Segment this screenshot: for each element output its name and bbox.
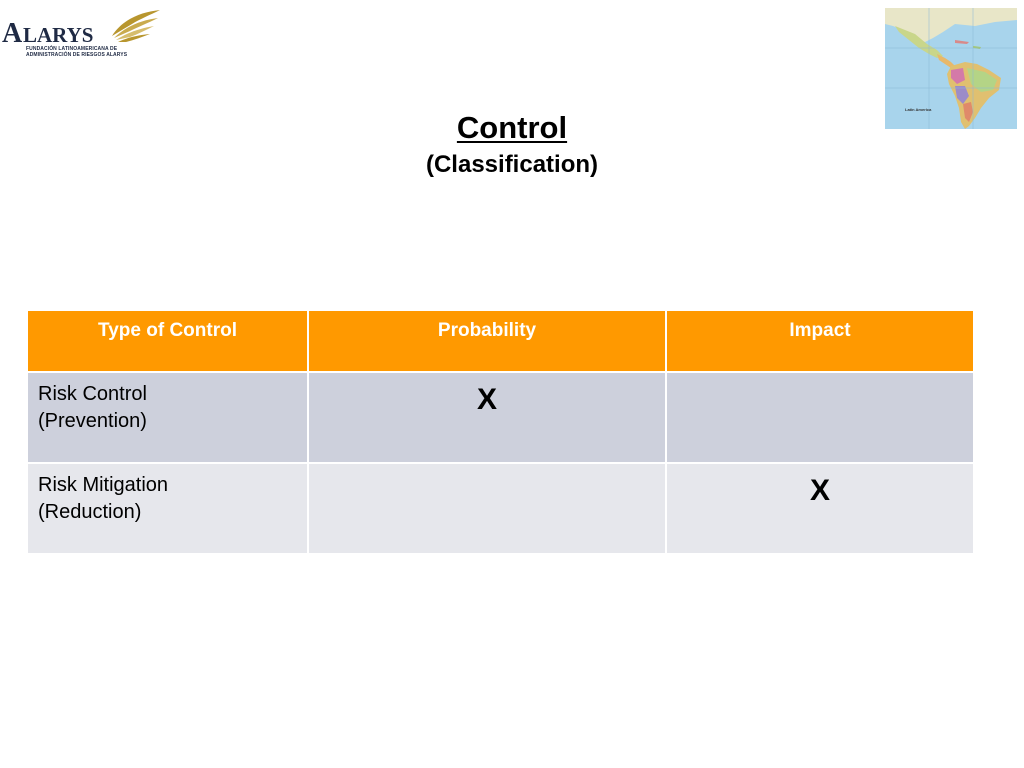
svg-text:LARYS: LARYS [23,23,94,46]
page-subtitle: (Classification) [425,151,599,178]
impact-cell [666,372,974,463]
table-header-row [27,310,974,372]
table-row [27,463,974,554]
column-header-type: Type of Control [27,310,308,372]
row-label-line2: (Reduction) [38,501,142,523]
column-header-probability: Probability [308,310,666,372]
svg-text:A: A [2,18,23,46]
row-label-line1: Risk Mitigation [38,474,169,496]
impact-cell: X [666,463,974,554]
alarys-logo [0,6,165,58]
control-classification-table [26,309,975,555]
probability-cell: X [308,372,666,463]
probability-cell [308,463,666,554]
page-title-text: Control [456,110,568,145]
column-header-impact: Impact [666,310,974,372]
table-row [27,372,974,463]
row-label-line1: Risk Control [38,383,147,405]
logo-subtitle-line1: FUNDACIÓN LATINOAMERICANA DE [26,46,118,52]
wing-logo-icon [0,6,165,46]
row-label-line2: (Prevention) [38,410,147,432]
row-label-cell [27,463,308,554]
row-label-cell [27,372,308,463]
logo-subtitle-line2: ADMINISTRACIÓN DE RIESGOS ALARYS [26,52,128,58]
page-title [0,110,1024,146]
map-label: Latin America [905,107,932,112]
